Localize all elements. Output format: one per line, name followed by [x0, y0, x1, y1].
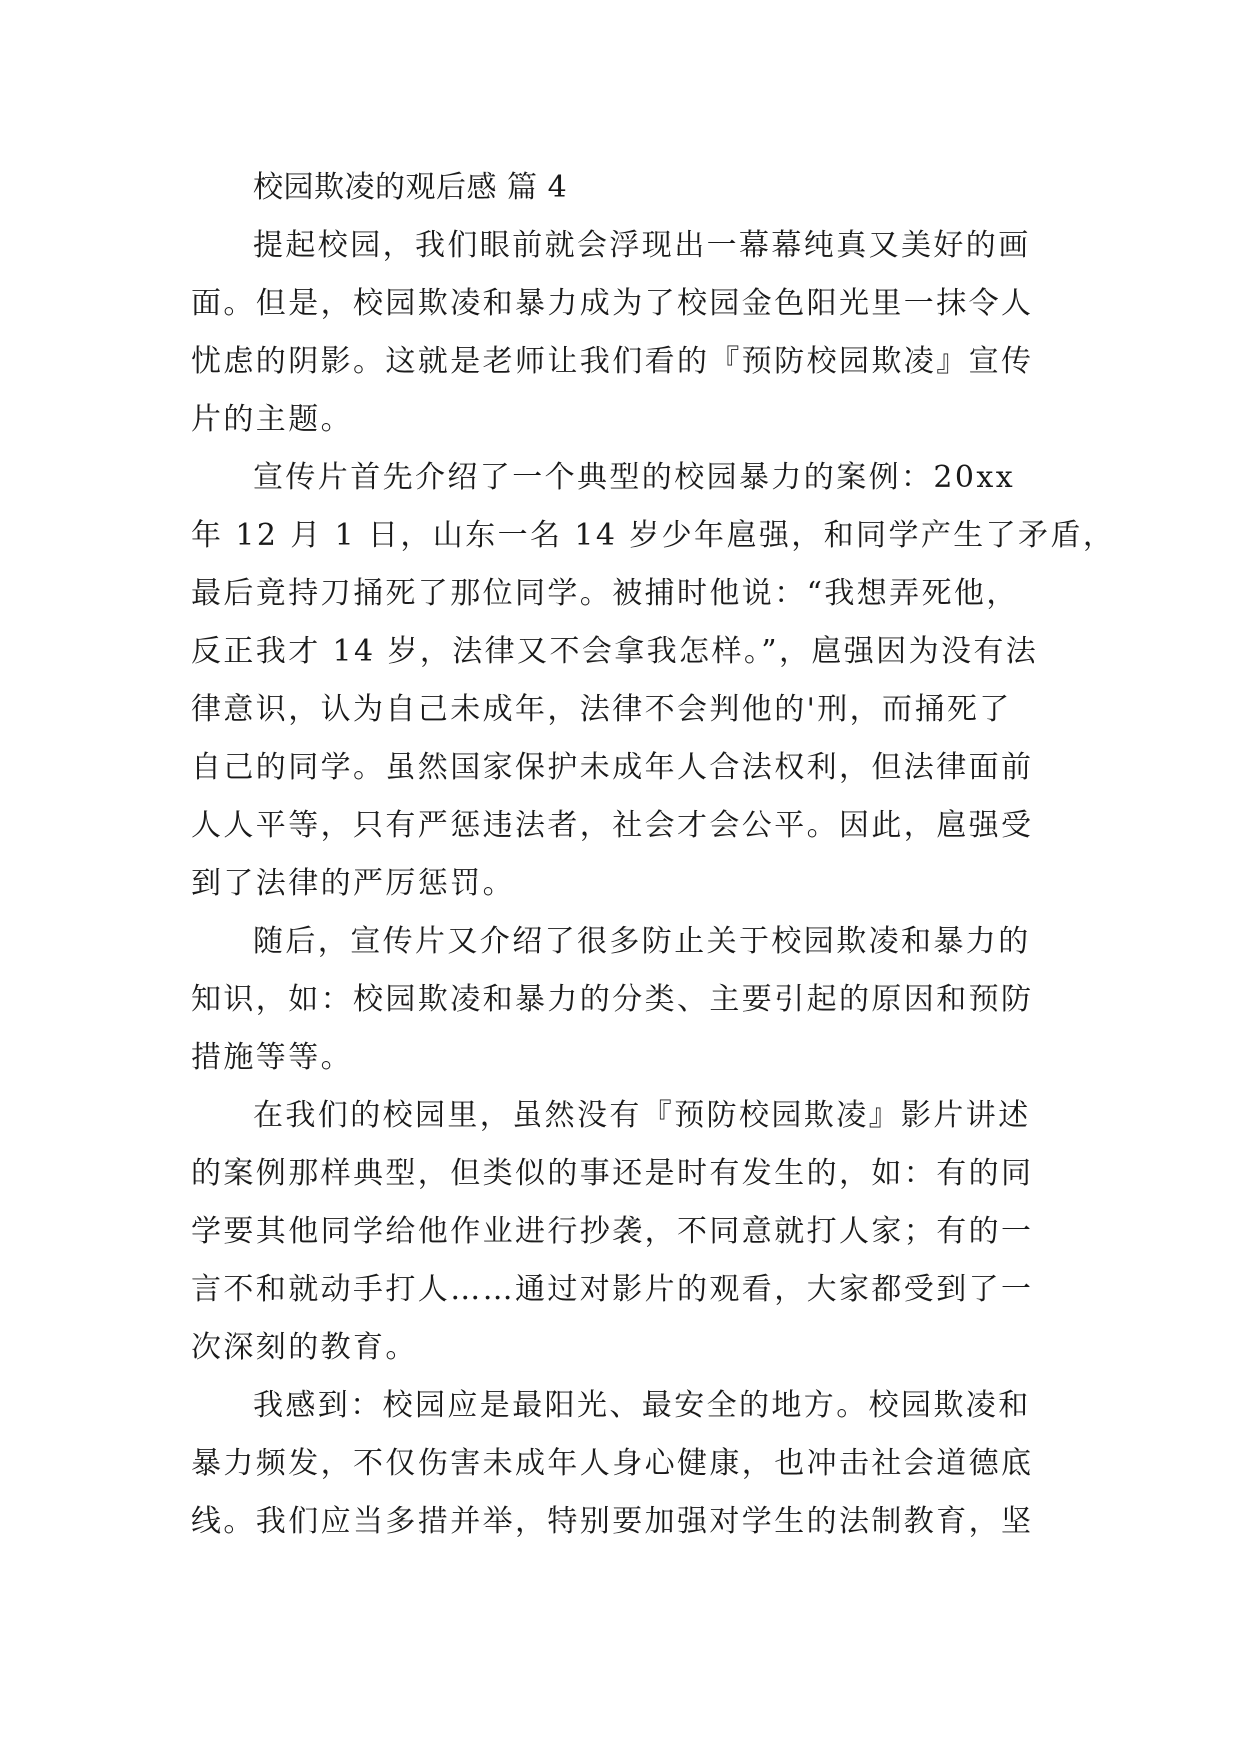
text-line: 面。但是，校园欺凌和暴力成为了校园金色阳光里一抹令人	[191, 286, 1034, 321]
text-line: 措施等等。	[191, 1040, 353, 1075]
text-line: 片的主题。	[191, 402, 353, 437]
text-line: 提起校园，我们眼前就会浮现出一幕幕纯真又美好的画	[253, 228, 1031, 263]
text-line: 最后竟持刀捅死了那位同学。被捕时他说：“我想弄死他，	[191, 576, 1019, 611]
text-line: 次深刻的教育。	[191, 1330, 418, 1365]
text-line: 言不和就动手打人……通过对影片的观看，大家都受到了一	[191, 1272, 1034, 1307]
text-line: 人人平等，只有严惩违法者，社会才会公平。因此，扈强受	[191, 808, 1034, 843]
document-title: 校园欺凌的观后感 篇 4	[253, 170, 568, 205]
text-line: 线。我们应当多措并举，特别要加强对学生的法制教育，坚	[191, 1504, 1034, 1539]
text-line: 学要其他同学给他作业进行抄袭，不同意就打人家；有的一	[191, 1214, 1034, 1249]
text-line: 到了法律的严厉惩罚。	[191, 866, 515, 901]
text-line: 年 12 月 1 日，山东一名 14 岁少年扈强，和同学产生了矛盾，	[191, 518, 1116, 553]
text-line: 反正我才 14 岁，法律又不会拿我怎样。”，扈强因为没有法	[191, 634, 1039, 669]
text-line: 的案例那样典型，但类似的事还是时有发生的，如：有的同	[191, 1156, 1034, 1191]
text-line: 宣传片首先介绍了一个典型的校园暴力的案例：20xx	[253, 460, 1016, 495]
text-line: 律意识，认为自己未成年，法律不会判他的'刑，而捅死了	[191, 692, 1012, 727]
document-body	[191, 160, 1116, 1552]
text-line: 忧虑的阴影。这就是老师让我们看的『预防校园欺凌』宣传	[191, 344, 1034, 379]
text-line: 自己的同学。虽然国家保护未成年人合法权利，但法律面前	[191, 750, 1034, 785]
text-line: 暴力频发，不仅伤害未成年人身心健康，也冲击社会道德底	[191, 1446, 1034, 1481]
text-line: 我感到：校园应是最阳光、最安全的地方。校园欺凌和	[253, 1388, 1031, 1423]
text-line: 知识，如：校园欺凌和暴力的分类、主要引起的原因和预防	[191, 982, 1034, 1017]
text-line: 随后，宣传片又介绍了很多防止关于校园欺凌和暴力的	[253, 924, 1031, 959]
text-line: 在我们的校园里，虽然没有『预防校园欺凌』影片讲述	[253, 1098, 1031, 1133]
